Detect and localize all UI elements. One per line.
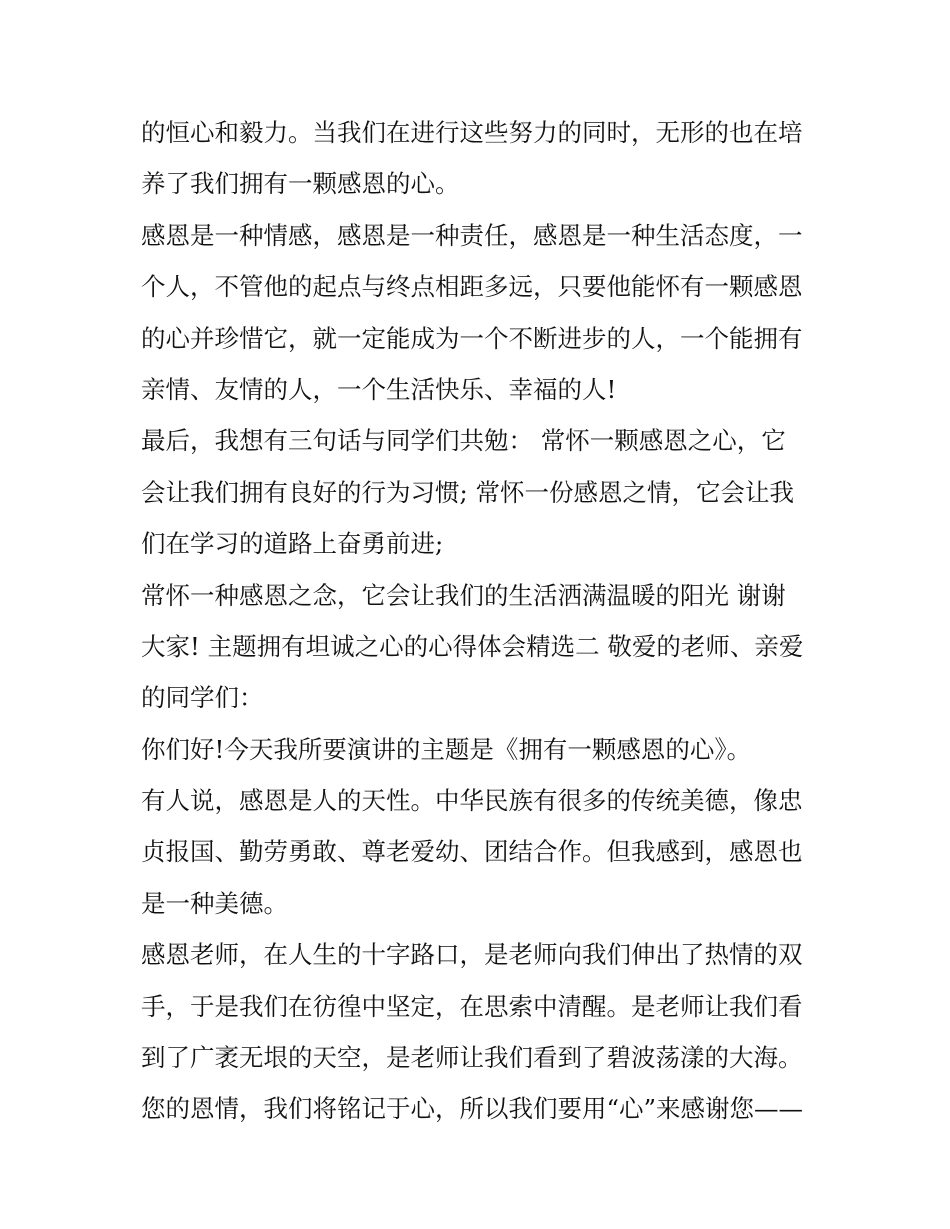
text-line: 有人说，感恩是人的天性。中华民族有很多的传统美德，像忠: [141, 786, 803, 816]
text-line: 个人，不管他的起点与终点相距多远，只要他能怀有一颗感恩: [141, 272, 803, 302]
text-line: 感恩是一种情感，感恩是一种责任，感恩是一种生活态度，一: [141, 220, 803, 250]
text-line: 是一种美德。: [141, 888, 288, 918]
text-line: 您的恩情，我们将铭记于心，所以我们要用“心”来感谢您——: [141, 1094, 804, 1124]
text-line: 养了我们拥有一颗感恩的心。: [141, 169, 460, 199]
text-line: 贞报国、勤劳勇敢、尊老爱幼、团结合作。但我感到，感恩也: [141, 837, 803, 867]
text-line: 到了广袤无垠的天空，是老师让我们看到了碧波荡漾的大海。: [141, 1043, 803, 1073]
text-line: 常怀一种感恩之念，它会让我们的生活洒满温暖的阳光 谢谢: [141, 580, 786, 610]
text-line: 手，于是我们在彷徨中坚定，在思索中清醒。是老师让我们看: [141, 991, 803, 1021]
document-text: [141, 107, 821, 1135]
text-line: 亲情、友情的人，一个生活快乐、幸福的人!: [141, 374, 617, 404]
text-line: 感恩老师，在人生的十字路口，是老师向我们伸出了热情的双: [141, 940, 803, 970]
text-line: 们在学习的道路上奋勇前进;: [141, 529, 444, 559]
text-line: 大家! 主题拥有坦诚之心的心得体会精选二 敬爱的老师、亲爱: [141, 631, 804, 661]
text-line: 最后，我想有三句话与同学们共勉： 常怀一颗感恩之心，它: [141, 426, 786, 456]
text-line: 的恒心和毅力。当我们在进行这些努力的同时，无形的也在培: [141, 118, 803, 147]
text-line: 你们好!今天我所要演讲的主题是《拥有一颗感恩的心》。: [141, 734, 752, 764]
text-line: 的心并珍惜它，就一定能成为一个不断进步的人，一个能拥有: [141, 323, 803, 353]
text-line: 的同学们：: [141, 683, 264, 713]
text-line: 会让我们拥有良好的行为习惯; 常怀一份感恩之情，它会让我: [141, 477, 795, 507]
